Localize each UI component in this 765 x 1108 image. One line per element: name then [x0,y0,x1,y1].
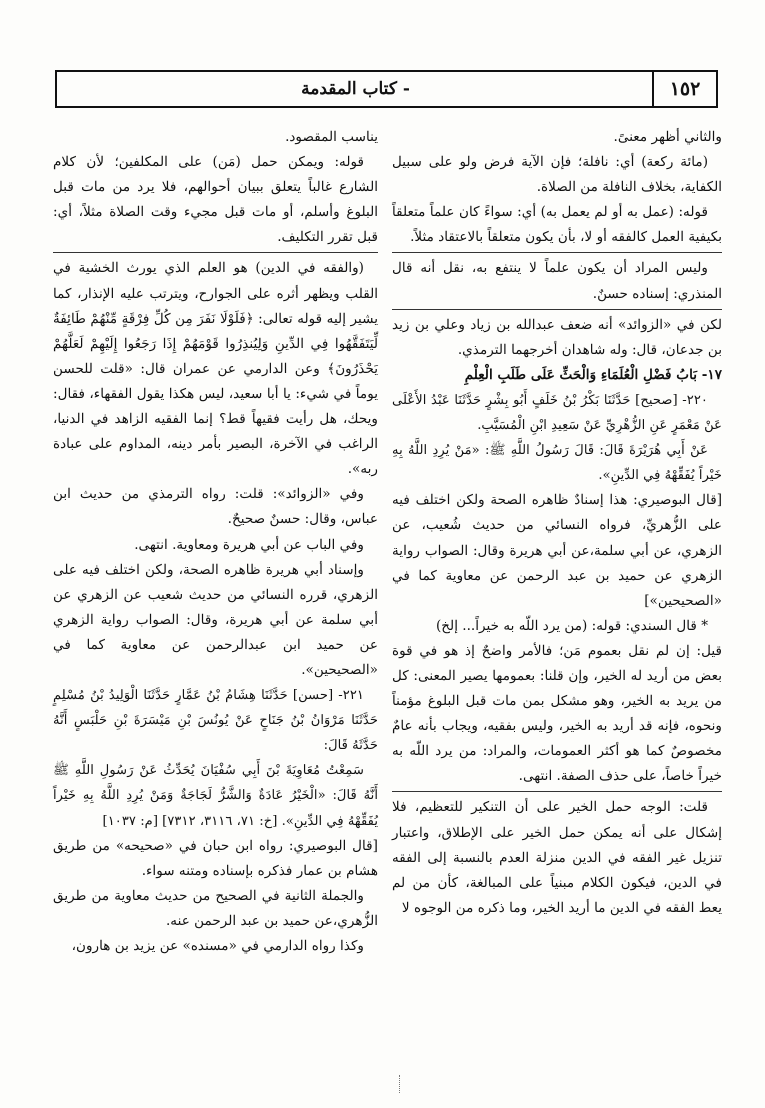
paragraph: وليس المراد أن يكون علماً لا ينتفع به، نقل أنه قال المنذري: إسناده حسنٌ. [392,260,722,302]
paragraph: والجملة الثانية في الصحيح من حديث معاوية من طريق الزُّهري،عن حميد بن عبد الرحمن عنه. [53,887,378,929]
hadith-matn: سَمِعْتُ مُعَاوِيَةَ بْنَ أَبِي سُفْيَانَ يُحَدِّثُ عَنْ رَسُولِ اللَّهِ ﷺ أَنَّهُ قَالَ: «الْخَيْرُ عَادَةٌ وَالشَّرُّ لَجَاجَةٌ وَمَنْ يُرِدِ اللَّهُ بِهِ خَيْراً يُفَقِّهْهُ فِي الدِّينِ». [خ: ٧١، ٣١١٦، ٧٣١٢] [م: ١٠٣٧] [53,763,378,829]
paragraph: وإسناد أبي هريرة ظاهره الصحة، ولكن اختلف فيه على الزهري، قرره النسائي من حديث شعيب عن الزهري عن أبي سلمة عن أبي هريرة، وقال: الصواب رواية الزهري عن حميد ابن عبدالرحمن عن معاوية كما في «الصحيحين». [53,561,378,678]
paragraph: قوله: ويمكن حمل (مَن) على المكلفين؛ لأن كلام الشارع غالباً يتعلق ببيان أحوالهم، فلا يرد من مات قبل البلوغ وأسلم، أو مات قبل مجيء وقت الصلاة مثلاً، أي: قبل تقرر التكليف. [53,154,378,246]
takhrij-note: [قال البوصيري: هذا إسنادٌ ظاهره الصحة ولكن اختلف فيه على الزُّهريِّ، فرواه النسائي من حديث شُعيب، عن الزهري، عن أبي سلمة،عن أبي هريرة وقال: الصواب رواية الزهري عن حميد بن عبد الرحمن عن معاوية كما في «الصحيحين»] [392,492,722,609]
hadith-matn: عَنْ أَبِي هُرَيْرَةَ قَالَ: قَالَ رَسُولُ اللَّهِ ﷺ: «مَنْ يُرِدِ اللَّهُ بِهِ خَيْراً يُفَقِّهْهُ فِي الدِّينِ». [392,443,722,484]
divider [53,252,378,253]
hadith-isnad: ٢٢١- [حسن] حَدَّثَنَا هِشَامُ بْنُ عَمَّارٍ حَدَّثَنَا الْوَلِيدُ بْنُ مُسْلِمٍ حَدَّثَنَا مَرْوَانُ بْنُ جَنَاحٍ عَنْ يُونُسَ بْنِ مَيْسَرَةَ بْنِ حَلْبَسٍ أَنَّهُ حَدَّثَهُ قَالَ: [53,688,378,754]
paragraph: قيل: إن لم نقل بعموم مَن؛ فالأمر واضحٌ إذ هو في قوة بعض من أريد له الخير، وإن قلنا: بعمومها يصير المعنى: كل من يريد به الخير، وهو مشكل بمن مات قبل البلوغ مؤمناً ونحوه، فإنه قد أريد به الخير، وليس بفقيه، ويجاب بأنه عامٌ مخصوصٌ كما هو أكثر العمومات، والمراد: من يرد اللّه به خيراً خاصاً، على حذف الصفة. انتهى. [392,642,722,785]
paragraph: يناسب المقصود. [285,129,378,145]
left-column [53,125,378,959]
commentary-heading: * قال السندي: قوله: (من يرد اللّه به خيراً... إلخ) [435,617,708,634]
paragraph: وكذا رواه الدارمي في «مسنده» عن يزيد بن هارون، [71,938,364,954]
paragraph: وفي «الزوائد»: قلت: رواه الترمذي من حديث ابن عباس، وقال: حسنٌ صحيحٌ. [53,486,378,528]
chapter-heading: ١٧- بَابُ فَضْلِ الْعُلَمَاءِ وَالْحَثِّ عَلَى طَلَبِ الْعِلْمِ [464,366,722,383]
scan-mark [399,1075,404,1093]
book-title: - كتاب المقدمة [301,79,410,99]
page-header [55,70,718,108]
paragraph: وفي الباب عن أبي هريرة ومعاوية. انتهى. [134,536,364,553]
page-number: ١٥٢ [652,72,716,106]
paragraph: (والفقه في الدين) هو العلم الذي يورث الخشية في القلب ويظهر أثره على الجوارح، ويترتب عليه الإنذار، كما يشير إليه قوله تعالى: ﴿فَلَوْلَا نَفَرَ مِن كُلِّ فِرْقَةٍ مِّنْهُمْ طَائِفَةٌ لِّيَتَفَقَّهُوا فِي الدِّينِ وَلِيُنذِرُوا قَوْمَهُمْ إِذَا رَجَعُوا إِلَيْهِمْ لَعَلَّهُمْ يَحْذَرُونَ﴾ وعن الدارمي عن عمران قال: «قلت للحسن يوماً في شيء: يا أبا سعيد، ليس هكذا يقول الفقهاء، فقال: ويحك، هل رأيت فقيهاً قط؟ إنما الفقيه الزاهد في الدنيا، الراغب في الآخرة، البصير بأمر دينه، المداوم على عبادة ربه». [53,260,378,478]
divider [392,309,722,310]
paragraph: لكن في «الزوائد» أنه ضعف عبدالله بن زياد وعلي بن زيد بن جدعان، قال: وله شاهدان أخرجهما الترمذي. [392,316,722,358]
takhrij-note: [قال البوصيري: رواه ابن حبان في «صحيحه» من طريق هشام بن عمار فذكره بإسناده ومتنه سواء. [53,837,378,879]
hadith-isnad: ٢٢٠- [صحيح] حَدَّثَنَا بَكْرُ بْنُ خَلَفٍ أَبُو بِشْرٍ حَدَّثَنَا عَبْدُ الأَعْلَى عَنْ مَعْمَرٍ عَنِ الزُّهْرِيِّ عَنْ سَعِيدِ ابْنِ الْمُسَيَّبِ. [392,392,722,434]
divider [392,252,722,253]
divider [392,791,722,792]
right-column [392,125,722,921]
paragraph: والثاني أظهر معنىً. [613,129,722,145]
paragraph: (مائة ركعة) أي: نافلة؛ فإن الآية فرض ولو على سبيل الكفاية، بخلاف النافلة من الصلاة. [392,154,722,196]
paragraph: قلت: الوجه حمل الخير على أن التنكير للتعظيم، فلا إشكال على أنه يمكن حمل الخير على الإطلاق، واعتبار تنزيل غير الفقه في الدين منزلة العدم بالنسبة إلى الفقه في الدين، فيكون الكلام مبنياً على المبالغة، كأن من لم يعط الفقه في الدين ما أريد الخير، وما ذكره من الوجوه لا [392,799,722,916]
paragraph: قوله: (عمل به أو لم يعمل به) أي: سواءً كان علماً متعلقاً بكيفية العمل كالفقه أو لا، بأن يكون متعلقاً بالاعتقاد مثلاً. [392,204,722,246]
